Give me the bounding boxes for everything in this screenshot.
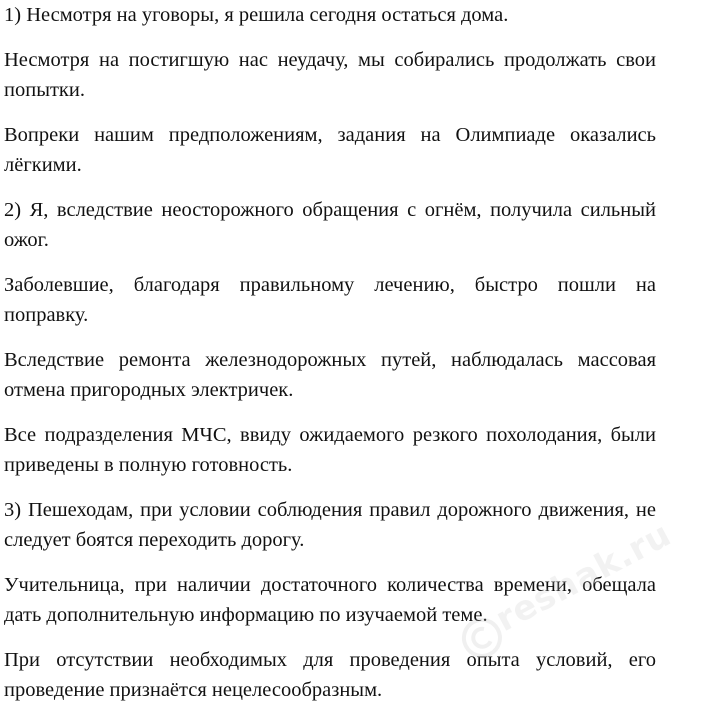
- paragraph-7: Все подразделения МЧС, ввиду ожидаемого резкого похолодания, были приведены в полную готовность.: [4, 424, 656, 476]
- watermark-text: reshak.ru: [489, 514, 679, 640]
- paragraph-6: Вследствие ремонта железнодорожных путей, наблюдалась массовая отмена пригородных электричек.: [4, 349, 656, 401]
- paragraph-10: При отсутствии необходимых для проведения опыта условий, его проведение признаётся нецелесообразным.: [4, 649, 656, 701]
- paragraph-2: Несмотря на постигшую нас неудачу, мы собирались продолжать свои попытки.: [4, 49, 656, 101]
- paragraph-8: 3) Пешеходам, при условии соблюдения правил дорожного движения, не следует боятся переходить дорогу.: [4, 499, 656, 551]
- document-body: [4, 0, 656, 705]
- paragraph-3: Вопреки нашим предположениям, задания на Олимпиаде оказались лёгкими.: [4, 124, 656, 176]
- paragraph-9: Учительница, при наличии достаточного количества времени, обещала дать дополнительную информацию по изучаемой теме.: [4, 574, 656, 626]
- paragraph-5: Заболевшие, благодаря правильному лечению, быстро пошли на поправку.: [4, 274, 656, 326]
- paragraph-4: 2) Я, вследствие неосторожного обращения с огнём, получила сильный ожог.: [4, 199, 656, 251]
- paragraph-1: 1) Несмотря на уговоры, я решила сегодня остаться дома.: [4, 4, 509, 26]
